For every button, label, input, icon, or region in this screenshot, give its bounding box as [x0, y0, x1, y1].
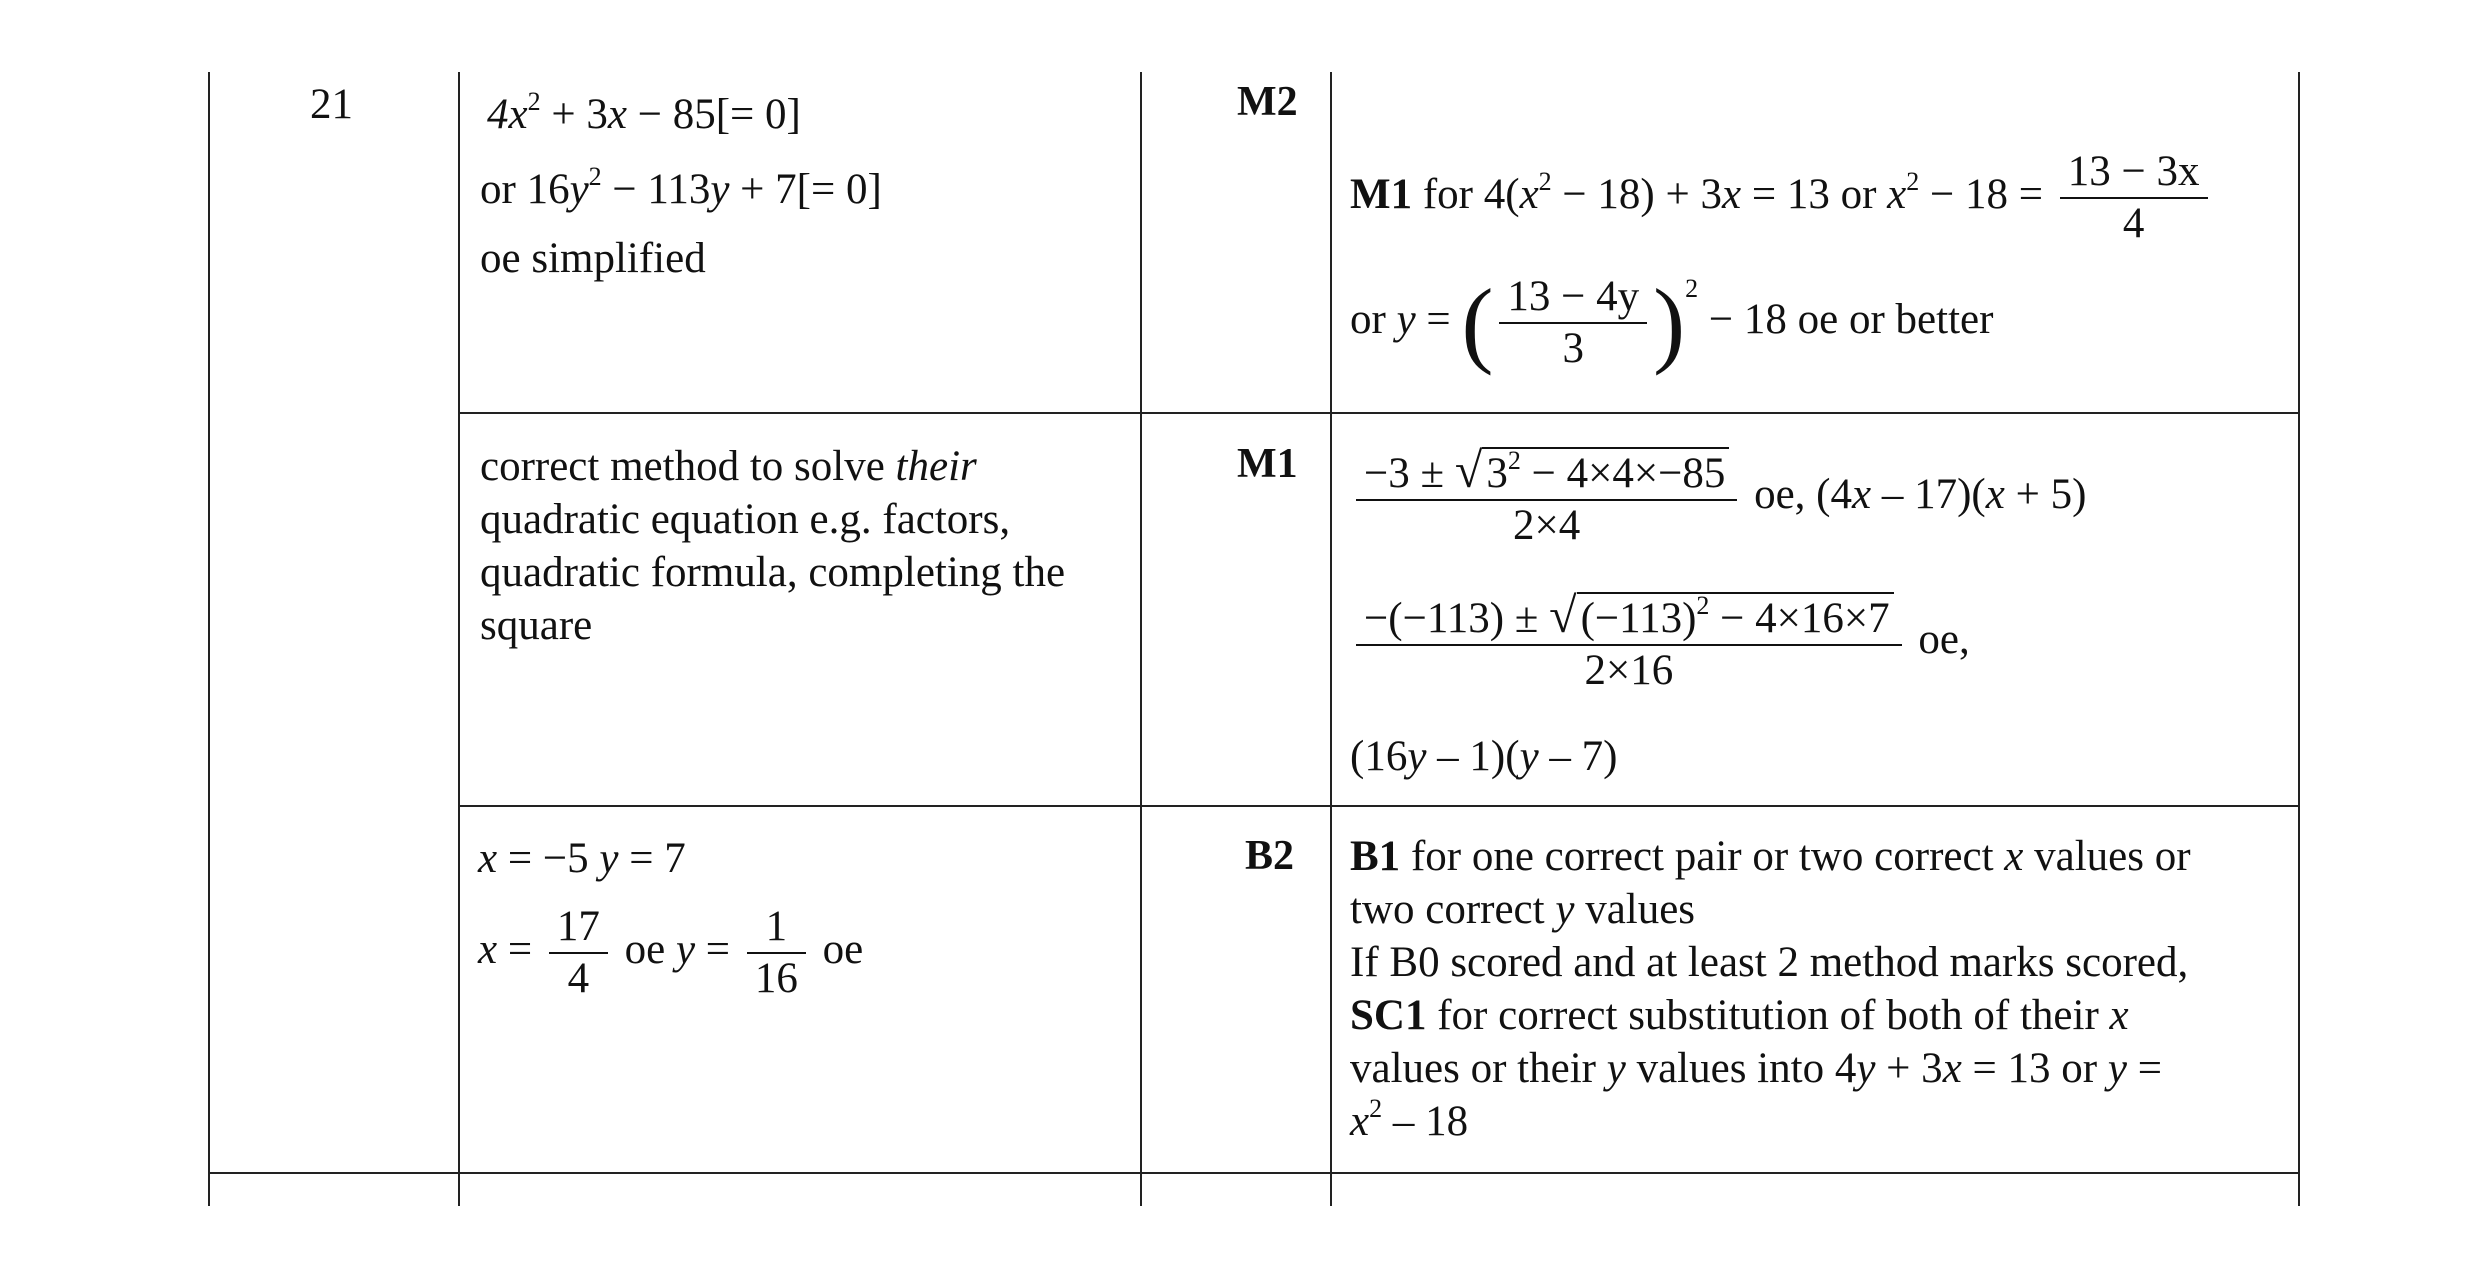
row2-formula3: (16y – 1)(y – 7) [1350, 733, 1618, 780]
row2-formula1 [1350, 440, 2086, 551]
row3-mark: B2 [1245, 833, 1295, 879]
row1-fraction-y-num: 13 − 4y [1499, 272, 1647, 324]
row2-formula2-num: $-(-113) \pm √(-113)^2 - 4\times 16\times 7$ [1356, 590, 1902, 646]
row2-formula2-tail: oe, [1918, 616, 1970, 663]
row3-oe1: oe [624, 926, 666, 973]
row3-y-fraction [747, 902, 806, 1004]
row3-working-line2: x = $\frac{17}{4}$ oe y = $\frac{1}{16}$ oe [478, 903, 864, 1003]
column-divider-1 [458, 72, 460, 1206]
row1-fraction-x [2060, 147, 2208, 249]
row1-or2-label: or [1350, 296, 1386, 343]
row2-formula1-num: $-3 \pm √3^2 - 4\times 4\times-85$ [1356, 445, 1737, 501]
row3-sc1-label: SC1 [1350, 992, 1427, 1039]
row2-formula1-den: 2×4 [1513, 502, 1581, 550]
row2-formula1-tail: oe, (4x – 17)(x + 5) [1754, 471, 2087, 518]
row1-working-line2: or $16y^2 - 113y + 7[= 0]$ [480, 162, 882, 213]
row1-working-line3: oe simplified [480, 235, 706, 282]
table-bottom-border [208, 1172, 2300, 1174]
row-divider-1 [460, 412, 2300, 414]
row1-notes-line1: M1 for $4(x^2 - 18) + 3x = 13$ or $x^2 - 18$ = $\frac{13 - 3x}{4}$ [1350, 140, 2214, 250]
table-border-left [208, 72, 210, 1206]
row3-working-line1: x = −5 y = 7 [478, 835, 686, 882]
table-border-right [2298, 72, 2300, 1206]
row1-mark: M2 [1237, 79, 1298, 125]
row2-working-text4: square [480, 602, 593, 649]
row3-notes: B1 for one correct pair or two correct x values or two correct y values If B0 scored and at least 2 method marks scored, SC1 for correct substitution of both of their x values or their y values into 4y + 3x = 13 or y = $x^2 - 18$ [1350, 833, 2191, 1145]
row2-working-text1: correct method to solve [480, 443, 885, 490]
row2-mark: M1 [1237, 441, 1298, 487]
row3-oe2: oe [822, 926, 864, 973]
row1-m1-label: M1 [1350, 171, 1413, 218]
row1-fraction-y-den: 3 [1562, 325, 1585, 373]
row2-formula2-fraction [1356, 587, 1902, 696]
row1-or1-label: or [1840, 171, 1877, 218]
row2-working-text2: quadratic equation e.g. factors, [480, 496, 1011, 543]
row1-working-line1: $4x^2 + 3x - 85[= 0]$ [487, 87, 801, 138]
row1-fraction-x-den: 4 [2122, 200, 2145, 248]
row3-b1-label: B1 [1350, 833, 1401, 880]
row1-notes-line2: or y = ( $\frac{13 - 4y}{3}$ )$^2$ − 18 oe or better [1350, 269, 1994, 377]
row2-working-their: their [895, 443, 977, 490]
row2-formula1-fraction [1356, 442, 1737, 551]
column-divider-3 [1330, 72, 1332, 1206]
row3-x-fraction [549, 902, 608, 1004]
row-divider-2 [460, 805, 2300, 807]
row1-minus18: − 18 [1708, 296, 1787, 343]
row2-formula2-den: 2×16 [1584, 647, 1674, 695]
row3-notes-line3: If B0 scored and at least 2 method marks scored, [1350, 939, 2189, 986]
row3-y-num: 1 [747, 902, 806, 954]
row1-fraction-x-num: 13 − 3x [2060, 147, 2208, 199]
row1-fraction-y-exponent: 2 [1685, 274, 1699, 303]
row1-oe-or-better: oe or better [1797, 296, 1994, 343]
row1-for-label: for [1422, 171, 1473, 218]
row3-x-den: 4 [567, 955, 590, 1003]
row3-y-den: 16 [754, 955, 798, 1003]
row1-fraction-y [1499, 272, 1647, 374]
row2-working-text [480, 440, 1065, 652]
question-number: 21 [310, 81, 353, 128]
row1-or-label: or [480, 166, 516, 213]
row3-x-num: 17 [549, 902, 608, 954]
row2-working-text3: quadratic formula, completing the [480, 549, 1066, 596]
row2-formula2 [1350, 585, 1970, 696]
column-divider-2 [1140, 72, 1142, 1206]
